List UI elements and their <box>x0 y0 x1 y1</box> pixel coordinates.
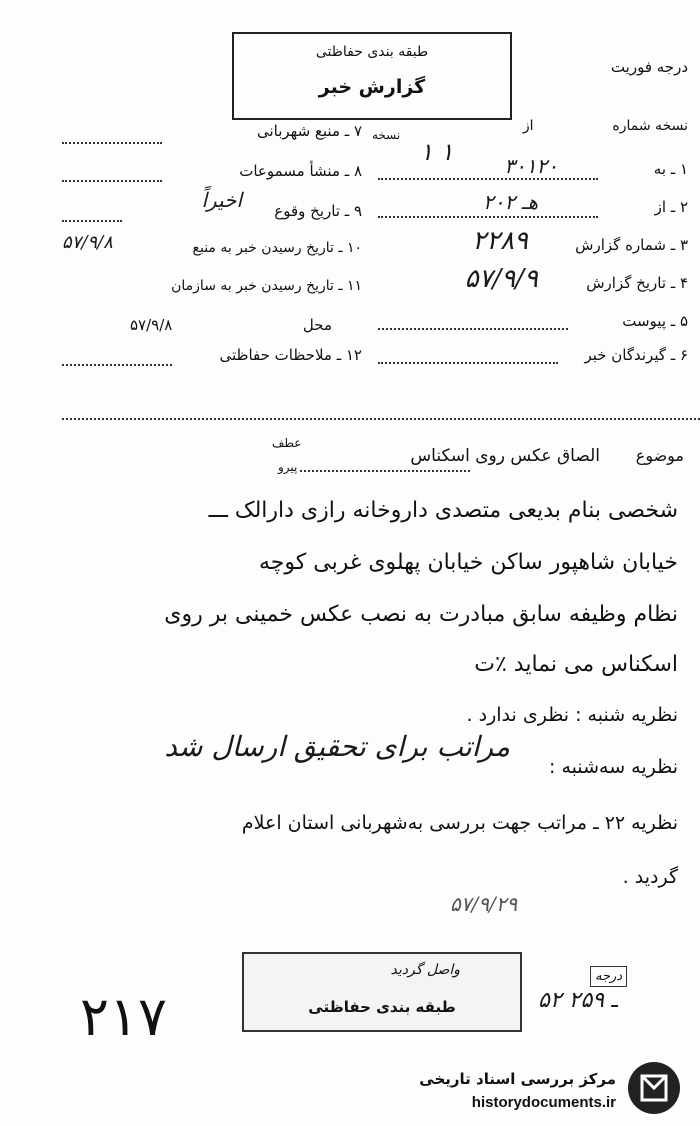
bottom-classification-stamp <box>242 952 522 1032</box>
field-from-value: ۲۰۲ هـ <box>483 190 538 214</box>
field-report-date-label: ۴ ـ تاریخ گزارش <box>586 274 688 292</box>
field-to-label: ۱ ـ به <box>653 160 688 178</box>
date-stamp: ۵۷/۹/۲۹ <box>450 892 518 916</box>
side-number: ۵۲ ـ ۲۵۹ <box>538 988 618 1013</box>
subject-text: الصاق عکس روی اسکناس <box>410 446 600 466</box>
field-origin-value: مسموعات <box>239 162 305 180</box>
field-report-number-value: ۲۲۸۹ <box>472 226 528 256</box>
field-origin: ۸ ـ منشأ مسموعات <box>239 162 362 180</box>
archive-logo-icon <box>628 1062 680 1114</box>
comment-tuesday: نظریه سه‌شنبه : <box>549 756 678 778</box>
copy-number-label: نسخه شماره از <box>522 118 688 134</box>
field-org-receipt-label: ۱۱ ـ تاریخ رسیدن خبر به سازمان <box>171 278 362 294</box>
field-source-receipt-label: ۱۰ ـ تاریخ رسیدن خبر به منبع <box>192 240 362 256</box>
stamp-received-handwritten: واصل گردید <box>390 962 460 978</box>
stamp-classification-label: طبقه بندی حفاظتی <box>315 44 429 60</box>
copy-word: نسخه <box>372 128 401 142</box>
classification-stamp <box>232 32 512 120</box>
field-report-date-value: ۵۷/۹/۹ <box>464 264 538 294</box>
fields-left <box>62 118 362 368</box>
body-line-2: خیابان شاهپور ساکن خیابان پهلوی غربی کوچه <box>259 550 678 575</box>
field-source: ۷ ـ منبع شهربانی <box>256 122 362 140</box>
field-source-receipt-value: ۵۷/۹/۸ <box>62 232 113 253</box>
body-line-1: شخصی بنام بدیعی متصدی داروخانه رازی دارالک ـــ <box>208 498 678 523</box>
copy-handwritten: ۱ ۱ <box>420 138 454 166</box>
subject-label: موضوع <box>635 446 684 465</box>
stamp-bottom-classification-label: طبقه بندی حفاظتی <box>308 998 456 1016</box>
field-attachment-label: ۵ ـ پیوست <box>622 312 688 330</box>
section-divider <box>62 418 700 420</box>
field-occurrence-date-label: ۹ ـ تاریخ وقوع <box>274 202 362 220</box>
field-security-notes-label: ۱۲ ـ ملاحظات حفاظتی <box>219 346 362 364</box>
page-number: ۲۱۷ <box>80 985 168 1048</box>
field-occurrence-date-value: اخیراً <box>201 188 242 212</box>
comment-22-continued: گردید . <box>622 866 678 888</box>
field-to-value: ۳۰۱۲۰ <box>504 154 558 178</box>
comment-saturday: نظریه شنبه : نظری ندارد . <box>466 704 678 726</box>
comment-22: نظریه ۲۲ ـ مراتب جهت بررسی به‌شهربانی استان اعلام <box>241 812 678 834</box>
watermark-url: historydocuments.ir <box>471 1094 616 1111</box>
field-recipients-label: ۶ ـ گیرندگان خبر <box>584 346 688 364</box>
subject-reference: عطف <box>272 436 302 450</box>
field-from-label: ۲ ـ از <box>654 198 688 216</box>
subject-follow-up: پیرو <box>278 460 298 474</box>
body-line-4: اسکناس می نماید ٪ت <box>474 652 678 677</box>
comment-tuesday-handwritten: مراتب برای تحقیق ارسال شد <box>164 730 510 763</box>
side-degree-label: درجه <box>590 966 627 987</box>
body-line-3: نظام وظیفه سابق مبادرت به نصب عکس خمینی بر روی <box>164 602 678 627</box>
field-location-label: محل <box>302 316 332 334</box>
field-report-number-label: ۳ ـ شماره گزارش <box>575 236 688 254</box>
field-location-value: ۵۷/۹/۸ <box>130 316 173 334</box>
field-source-value: شهربانی <box>256 122 311 140</box>
stamp-report-title: گزارش خبر <box>318 76 426 98</box>
priority-label: درجه فوریت <box>610 58 688 76</box>
watermark-title: مرکز بررسی اسناد تاریخی <box>419 1070 616 1088</box>
